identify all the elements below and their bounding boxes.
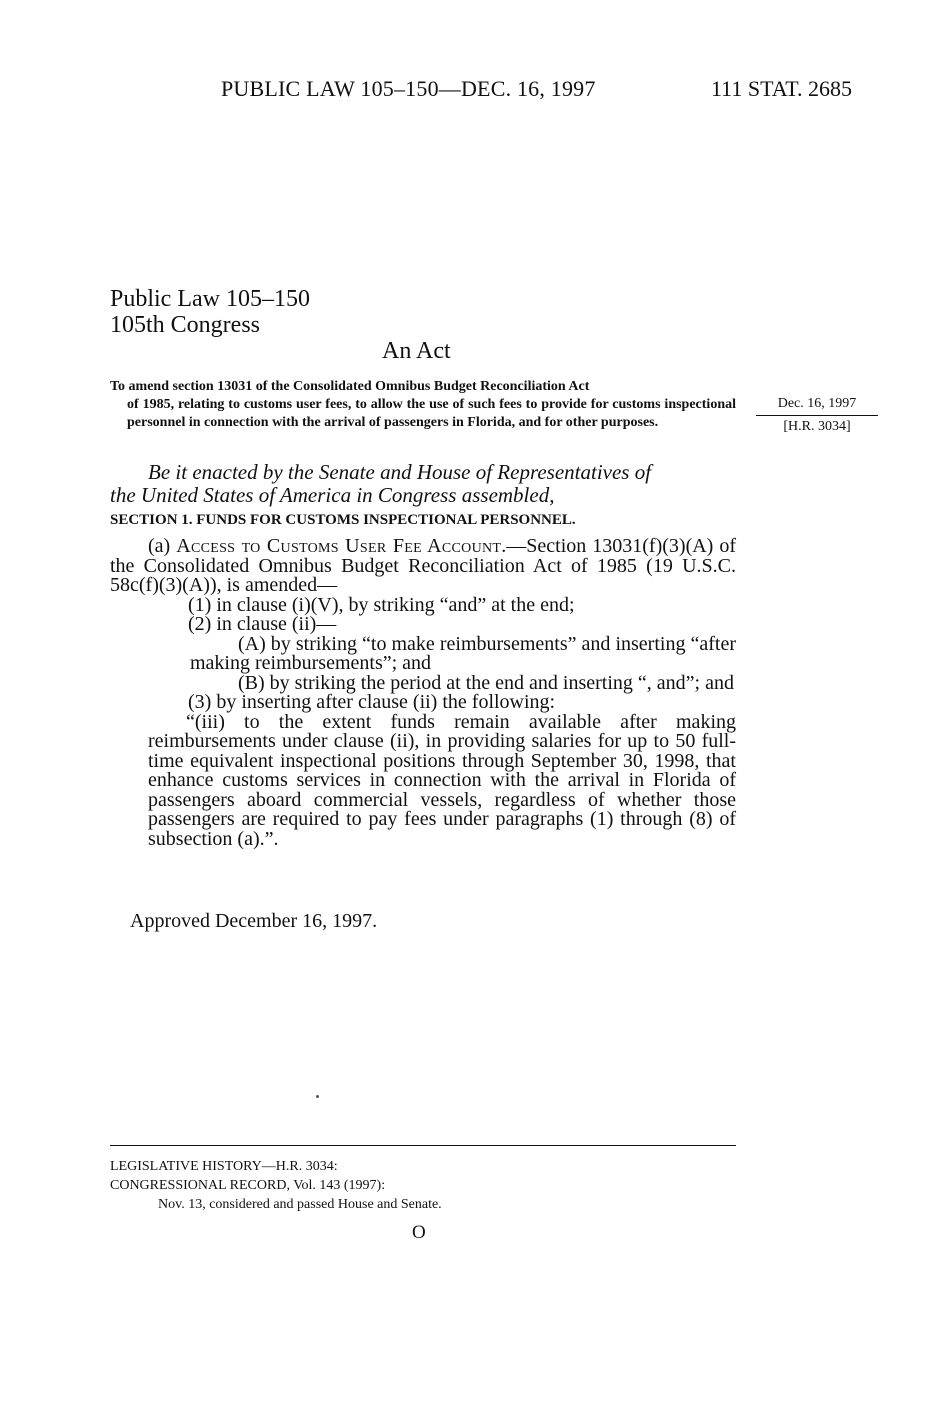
purpose-first-line: To amend section 13031 of the Consolidated Omnibus Budget Reconciliation Act xyxy=(110,379,590,394)
congressional-record: CONGRESSIONAL RECORD, Vol. 143 (1997): xyxy=(110,1178,386,1193)
subsection-a-text: .—Section 13031(f)(3)(A) of the Consolidated Omnibus Budget Reconciliation Act of 1985 (19 U.S.C. 58c(f)(3)(A)), is amended— xyxy=(110,535,737,596)
enacting-line-2: the United States of America in Congress assembled, xyxy=(110,483,555,507)
scan-speck xyxy=(316,1095,319,1098)
history-heading: LEGISLATIVE HISTORY—H.R. 3034: xyxy=(110,1159,338,1174)
stat-page-number: 111 STAT. 2685 xyxy=(711,76,853,101)
purpose-continuation: of 1985, relating to customs user fees, to allow the use of such fees to provide for customs inspectional personnel in connection with the arrival of passengers in Florida, and for other purposes. xyxy=(127,397,736,430)
law-number: Public Law 105–150 xyxy=(110,286,310,312)
history-divider xyxy=(110,1145,736,1146)
paragraph-1: (1) in clause (i)(V), by striking “and” at the end; xyxy=(188,593,575,616)
section-heading: SECTION 1. FUNDS FOR CUSTOMS INSPECTIONAL PERSONNEL. xyxy=(110,512,576,528)
running-head: PUBLIC LAW 105–150—DEC. 16, 1997 xyxy=(221,76,596,101)
subparagraph-2a: (A) by striking “to make reimbursements” and inserting “after making reimbursements”; and xyxy=(190,632,736,674)
enacting-clause xyxy=(110,461,740,507)
subsection-a-label: (a) xyxy=(148,535,171,557)
subsection-a-heading: Access to Customs User Fee Account xyxy=(176,535,502,557)
quoted-clause-iii: “(iii) to the extent funds remain available after making reimbursements under clause (ii), in providing salaries for up to 50 full-time equivalent inspectional positions through September 30, 1998, that enhance customs services in connection with the arrival in Florida of passengers aboard commercial vessels, regardless of whether those passengers are required to pay fees under paragraphs (1) through (8) of subsection (a).”. xyxy=(148,710,736,850)
approval-date: Approved December 16, 1997. xyxy=(130,910,378,932)
congress: 105th Congress xyxy=(110,312,260,338)
purpose-statement xyxy=(110,378,736,432)
margin-note-rule xyxy=(756,415,878,416)
bill-number: [H.R. 3034] xyxy=(783,419,851,434)
history-entry: Nov. 13, considered and passed House and Senate. xyxy=(158,1197,442,1212)
paragraph-2: (2) in clause (ii)— xyxy=(188,613,337,635)
enactment-date: Dec. 16, 1997 xyxy=(777,396,857,411)
law-identification xyxy=(110,286,310,338)
enacting-line-1: Be it enacted by the Senate and House of Representatives of xyxy=(148,460,652,484)
section-body xyxy=(110,537,736,849)
act-heading: An Act xyxy=(382,338,451,364)
end-mark: O xyxy=(412,1222,426,1243)
legislative-history xyxy=(110,1157,442,1214)
margin-note xyxy=(756,396,878,435)
subparagraph-2b: (B) by striking the period at the end and inserting “, and”; and xyxy=(238,671,734,694)
paragraph-3: (3) by inserting after clause (ii) the following: xyxy=(188,691,556,713)
subsection-a xyxy=(110,537,736,596)
